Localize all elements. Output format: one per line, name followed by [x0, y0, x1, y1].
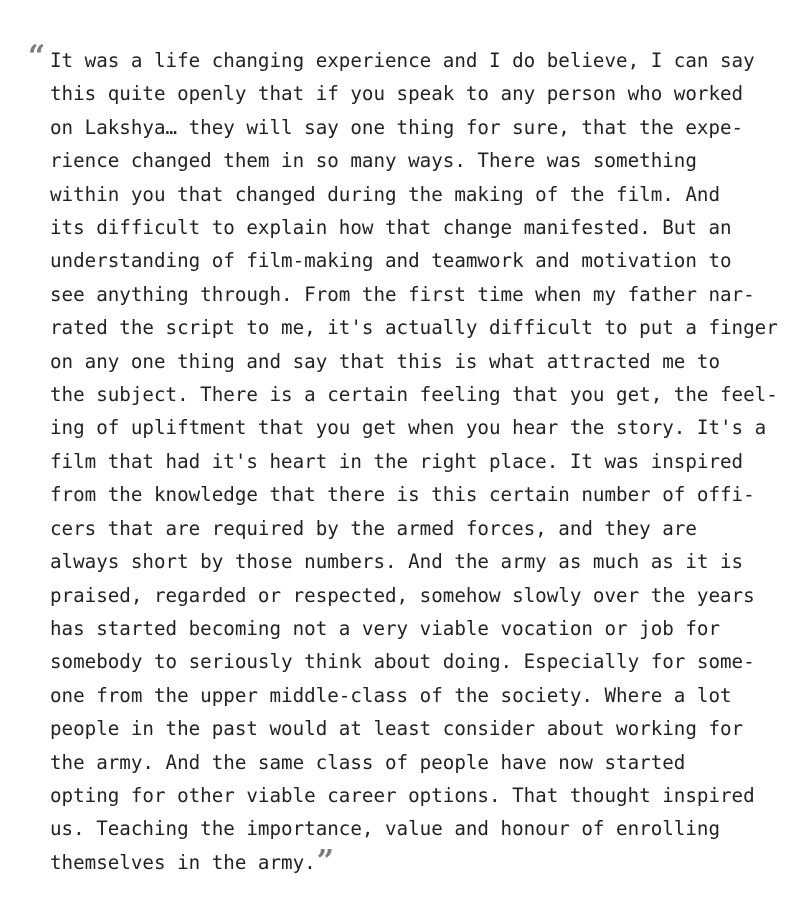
- quote-line-14: from the knowledge that there is this certain number of offi-: [50, 483, 755, 507]
- close-quote-mark: ”: [316, 843, 334, 879]
- quote-line-17: praised, regarded or respected, somehow slowly over the years: [50, 583, 755, 607]
- quote-line-11: the subject. There is a certain feeling that you get, the feel-: [50, 383, 778, 407]
- quote-line-25: [50, 843, 770, 879]
- quote-line-10: on any one thing and say that this is what attracted me to: [50, 349, 721, 373]
- quote-line-5: within you that changed during the making of the film. And: [50, 182, 721, 206]
- open-quote-mark: “: [28, 39, 46, 74]
- quote-line-21: people in the past would at least consider about working for: [50, 717, 744, 741]
- quote-line-19: somebody to seriously think about doing. Especially for some-: [50, 650, 755, 674]
- quote-line-13: film that had it's heart in the right place. It was inspired: [50, 449, 744, 473]
- pull-quote: [28, 39, 778, 879]
- quote-line-6: its difficult to explain how that change manifested. But an: [50, 216, 732, 240]
- quote-line-12: ing of upliftment that you get when you hear the story. It's a: [50, 416, 767, 440]
- quote-line-22: the army. And the same class of people have now started: [50, 750, 686, 774]
- quote-line-7: understanding of film-making and teamwork and motivation to: [50, 249, 732, 273]
- quote-line-15: cers that are required by the armed forces, and they are: [50, 516, 697, 540]
- quote-line-3: on Lakshya… they will say one thing for sure, that the expe-: [50, 115, 744, 139]
- quote-line-23: opting for other viable career options. That thought inspired: [50, 783, 755, 807]
- quote-line-2: this quite openly that if you speak to any person who worked: [50, 82, 744, 106]
- quote-line-1: It was a life changing experience and I do believe, I can say: [50, 49, 755, 72]
- quote-line-25-text: themselves in the army.: [50, 850, 316, 874]
- quote-line-20: one from the upper middle-class of the society. Where a lot: [50, 683, 732, 707]
- quote-line-24: us. Teaching the importance, value and honour of enrolling: [50, 817, 721, 841]
- quote-line-4: rience changed them in so many ways. There was something: [50, 149, 697, 173]
- quote-line-18: has started becoming not a very viable vocation or job for: [50, 616, 721, 640]
- quote-line-9: rated the script to me, it's actually difficult to put a finger: [50, 316, 778, 340]
- quote-line-8: see anything through. From the first time when my father nar-: [50, 282, 755, 306]
- quote-line-16: always short by those numbers. And the army as much as it is: [50, 550, 744, 574]
